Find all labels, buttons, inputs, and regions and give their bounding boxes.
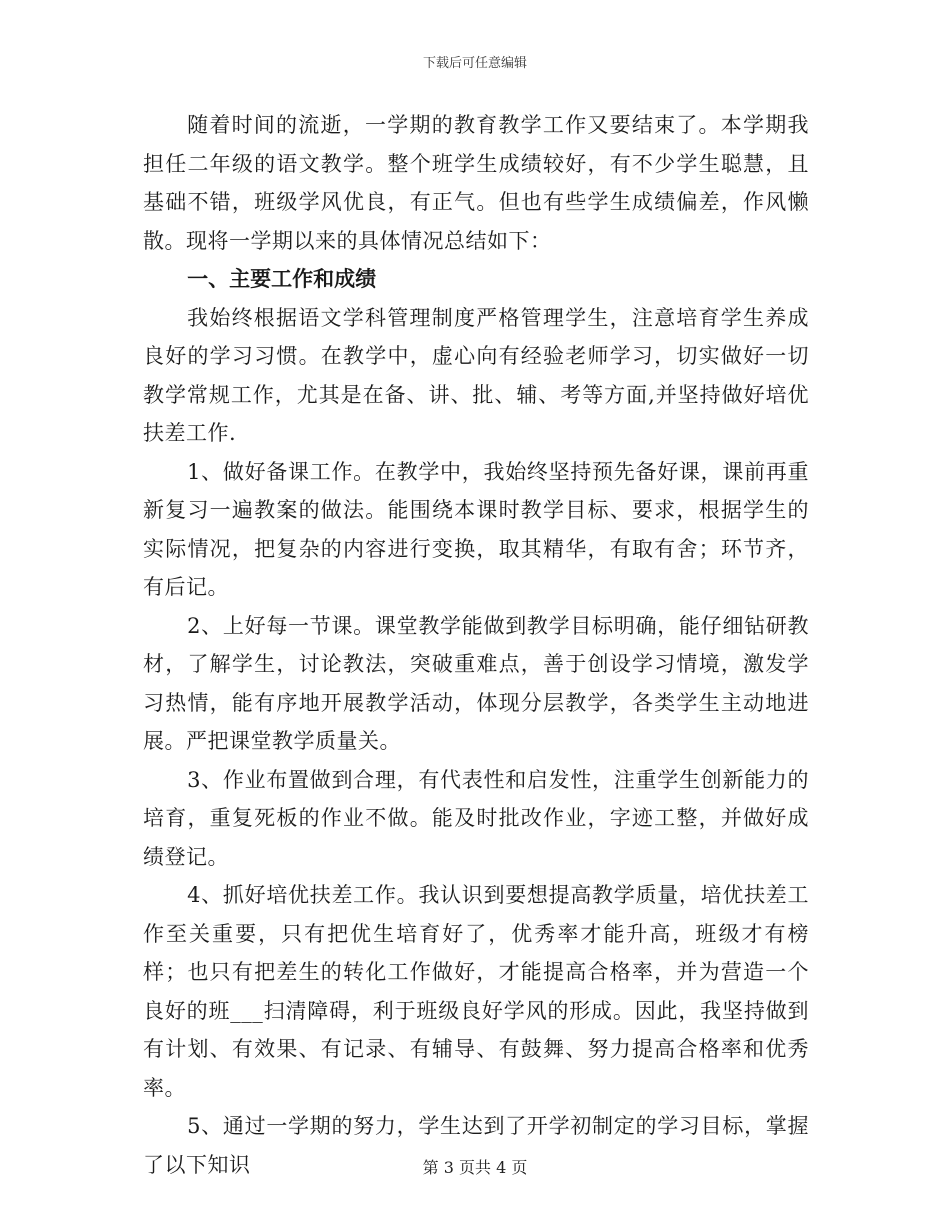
paragraph-classroom: 2、上好每一节课。课堂教学能做到教学目标明确，能仔细钻研教材，了解学生，讨论教法，突破重难点，善于创设学习情境，激发学习热情，能有序地开展教学活动，体现分层教学，各类学生主动地进展。严把课堂教学质量关。 <box>143 613 809 753</box>
paragraph-lesson-prep: 1、做好备课工作。在教学中，我始终坚持预先备好课，课前再重新复习一遍教案的做法。能围绕本课时教学目标、要求，根据学生的实际情况，把复杂的内容进行变换，取其精华，有取有舍；环节齐，有后记。 <box>143 459 809 599</box>
section-heading: 一、主要工作和成绩 <box>187 267 377 291</box>
page-header: 下载后可任意编辑 <box>422 56 527 71</box>
paragraph-tutoring: 4、抓好培优扶差工作。我认识到要想提高教学质量，培优扶差工作至关重要，只有把优生培育好了，优秀率才能升高，班级才有榜样；也只有把差生的转化工作做好，才能提高合格率，并为营造一个良好的班___扫清障碍，利于班级良好学风的形成。因此，我坚持做到有计划、有效果、有记录、有辅导、有鼓舞、努力提高合格率和优秀率。 <box>143 883 809 1100</box>
paragraph-management: 我始终根据语文学科管理制度严格管理学生，注意培育学生养成良好的学习习惯。在教学中，虚心向有经验老师学习，切实做好一切教学常规工作，尤其是在备、讲、批、辅、考等方面,并坚持做好培优扶差工作. <box>143 305 809 445</box>
page-footer: 第 3 页共 4 页 <box>422 1158 528 1177</box>
intro-paragraph: 随着时间的流逝，一学期的教育教学工作又要结束了。本学期我担任二年级的语文教学。整个班学生成绩较好，有不少学生聪慧，且基础不错，班级学风优良，有正气。但也有些学生成绩偏差，作风懒散。现将一学期以来的具体情况总结如下： <box>143 113 809 253</box>
document-body <box>143 106 809 1184</box>
paragraph-results: 5、通过一学期的努力，学生达到了开学初制定的学习目标，掌握了以下知识 <box>143 1114 809 1177</box>
paragraph-homework: 3、作业布置做到合理，有代表性和启发性，注重学生创新能力的培育，重复死板的作业不做。能及时批改作业，字迹工整，并做好成绩登记。 <box>143 767 809 869</box>
